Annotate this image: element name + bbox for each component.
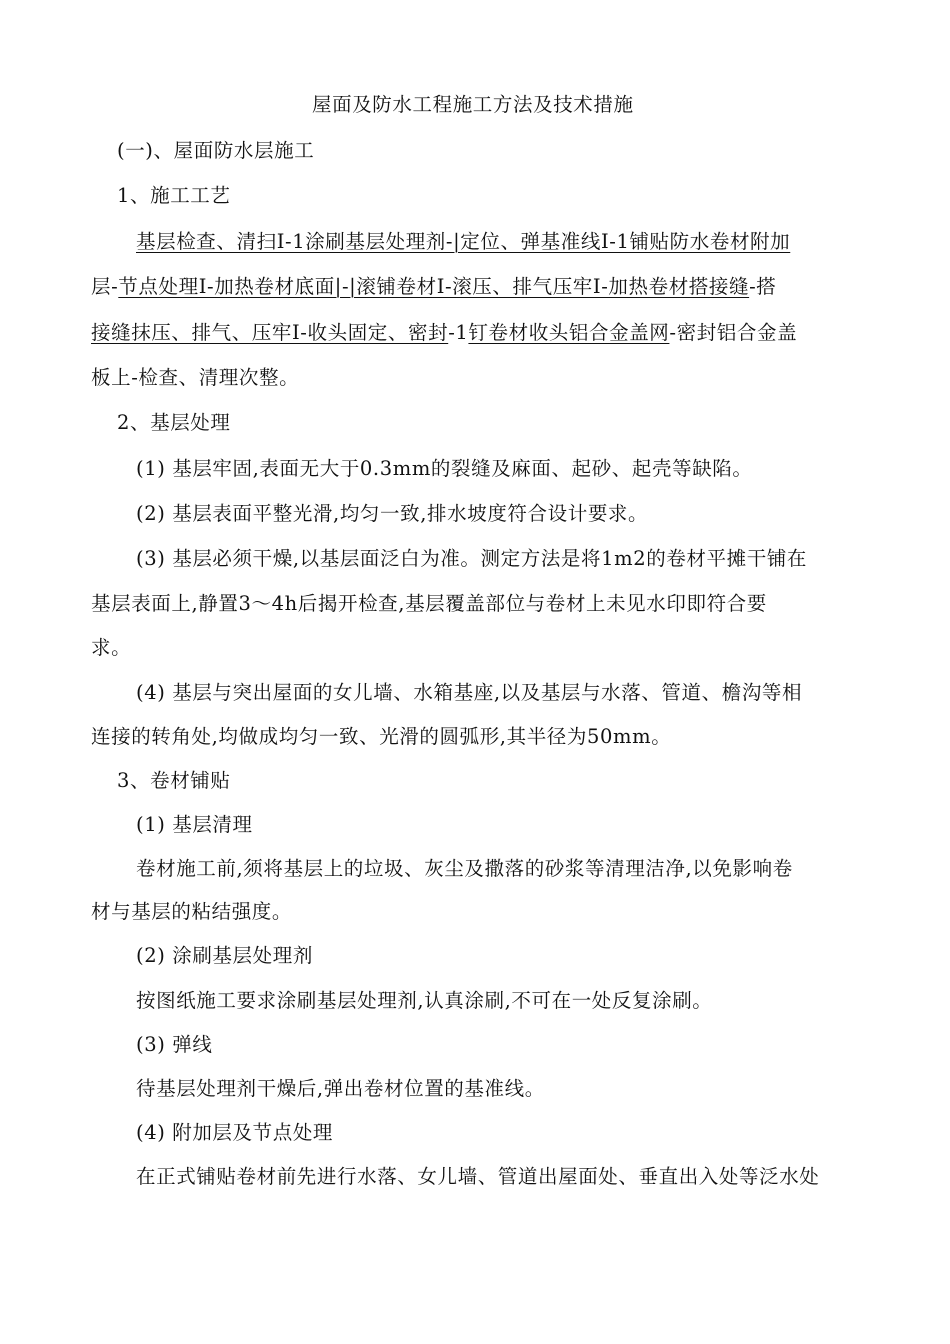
laying-paragraph-3: 待基层处理剂干燥后,弹出卷材位置的基准线。 — [136, 1077, 545, 1100]
base-item-3-line-3: 求。 — [91, 636, 132, 659]
subsection-heading-process: 1、施工工艺 — [117, 184, 231, 207]
laying-heading-4: (4) 附加层及节点处理 — [136, 1121, 334, 1144]
process-line-3-text-b: -密封铝合金盖 — [669, 321, 798, 344]
process-line-3-underlined-b: 钉卷材收头铝合金盖网 — [468, 321, 670, 344]
process-line-4: 板上-检查、清理次整。 — [91, 366, 300, 389]
process-line-2 — [91, 274, 776, 300]
process-line-2-text-b: -搭 — [749, 275, 777, 298]
process-line-3 — [91, 320, 797, 346]
base-item-3-line-2: 基层表面上,静置3〜4h后揭开检查,基层覆盖部位与卷材上未见水印即符合要 — [91, 592, 767, 615]
process-line-3-text-a: -1 — [448, 321, 469, 344]
document-title: 屋面及防水工程施工方法及技术措施 — [312, 93, 634, 116]
base-item-4-line-2: 连接的转角处,均做成均匀一致、光滑的圆弧形,其半径为50mm。 — [91, 725, 672, 748]
base-item-4-line-1: (4) 基层与突出屋面的女儿墙、水箱基座,以及基层与水落、管道、檐沟等相 — [136, 681, 803, 704]
laying-heading-3: (3) 弹线 — [136, 1033, 213, 1056]
base-item-2: (2) 基层表面平整光滑,均匀一致,排水坡度符合设计要求。 — [136, 502, 649, 525]
laying-paragraph-4: 在正式铺贴卷材前先进行水落、女儿墙、管道出屋面处、垂直出入处等泛水处 — [136, 1165, 820, 1188]
section-heading: (一)、屋面防水层施工 — [117, 139, 315, 162]
subsection-heading-base: 2、基层处理 — [117, 411, 231, 434]
base-item-3-line-1: (3) 基层必须干燥,以基层面泛白为准。测定方法是将1m2的卷材平摊干铺在 — [136, 547, 808, 570]
base-item-1: (1) 基层牢固,表面无大于0.3mm的裂缝及麻面、起砂、起壳等缺陷。 — [136, 457, 753, 480]
process-line-1 — [136, 229, 790, 255]
subsection-heading-laying: 3、卷材铺贴 — [117, 769, 231, 792]
laying-heading-2: (2) 涂刷基层处理剂 — [136, 944, 313, 967]
process-line-1-underlined: 基层检查、清扫I-1涂刷基层处理剂-|定位、弹基准线I-1铺贴防水卷材附加 — [136, 230, 791, 253]
process-line-2-underlined: 节点处理I-加热卷材底面|-|滚铺卷材I-滚压、排气压牢I-加热卷材搭接缝 — [118, 275, 750, 298]
laying-heading-1: (1) 基层清理 — [136, 813, 253, 836]
laying-paragraph-1-line-2: 材与基层的粘结强度。 — [91, 900, 293, 923]
laying-paragraph-1-line-1: 卷材施工前,须将基层上的垃圾、灰尘及撒落的砂浆等清理洁净,以免影响卷 — [136, 857, 793, 880]
process-line-2-text-a: 层- — [91, 275, 119, 298]
laying-paragraph-2: 按图纸施工要求涂刷基层处理剂,认真涂刷,不可在一处反复涂刷。 — [136, 989, 713, 1012]
process-line-3-underlined-a: 接缝抹压、排气、压牢I-收头固定、密封 — [91, 321, 449, 344]
